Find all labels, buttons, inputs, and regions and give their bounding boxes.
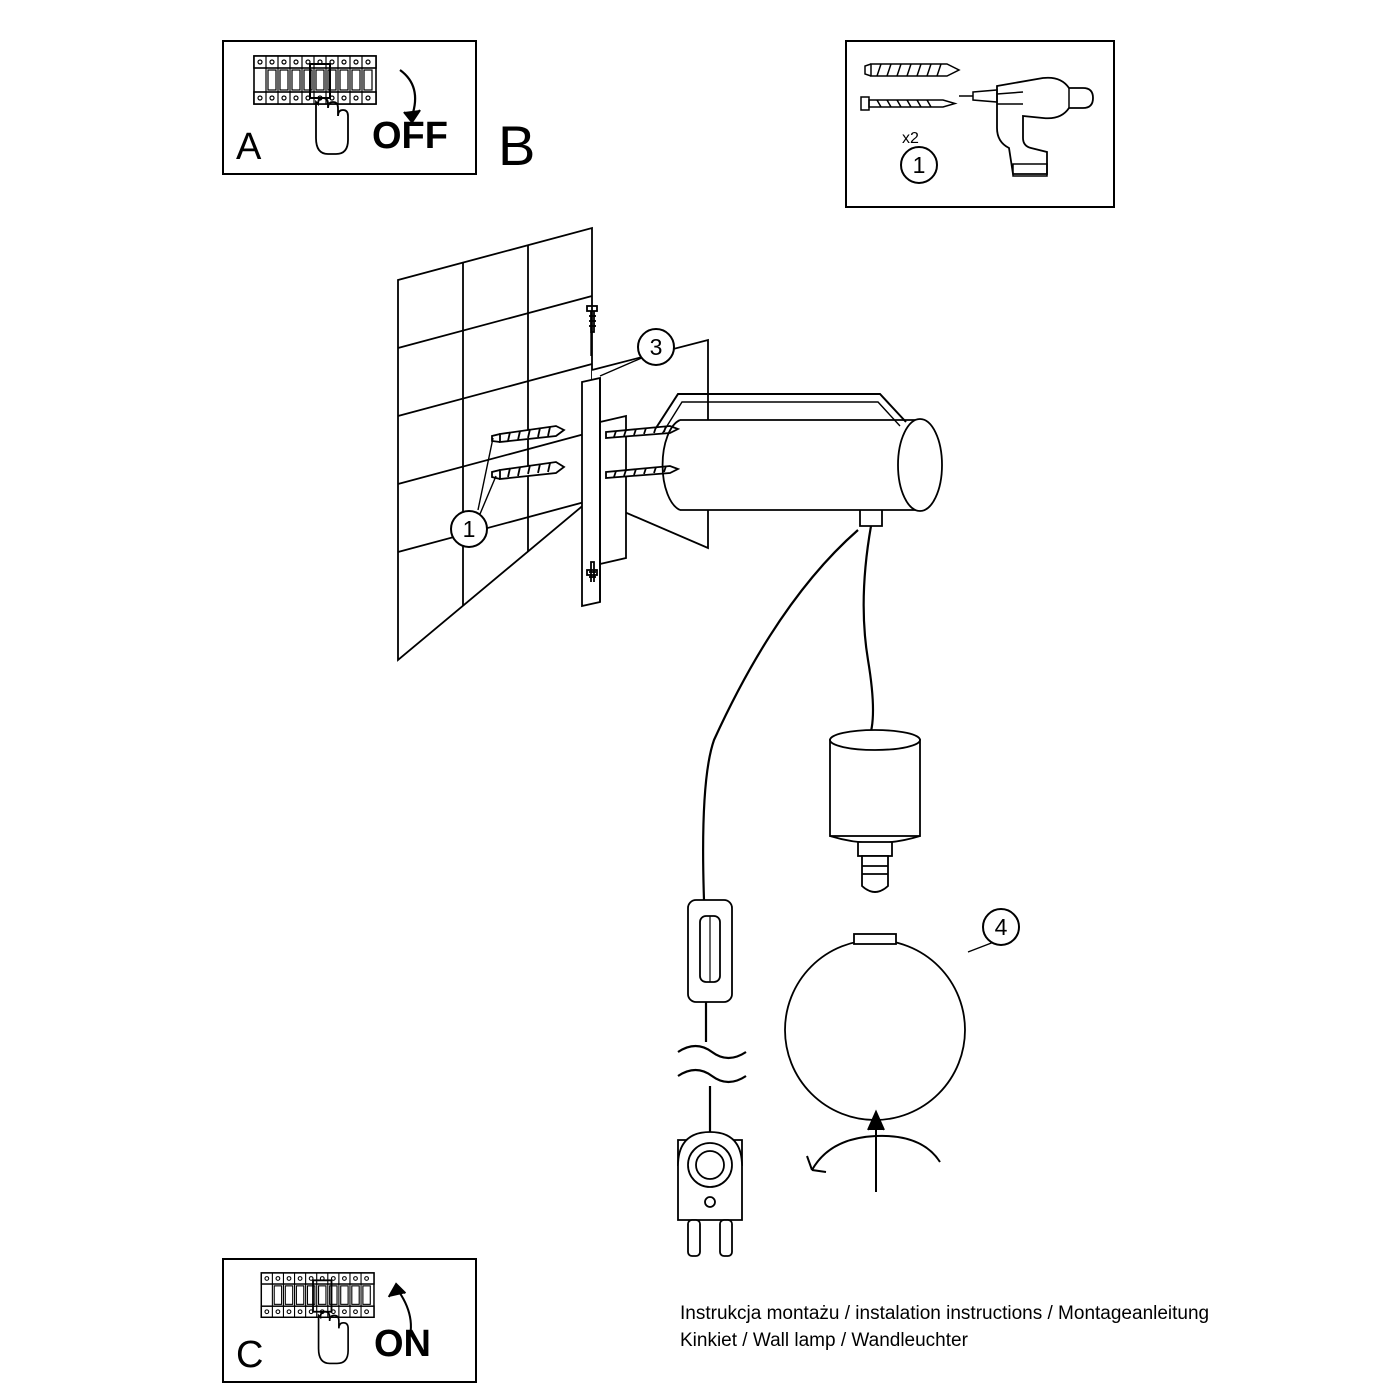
step-b-letter: B: [498, 114, 536, 177]
main-assembly-drawing: [360, 180, 1380, 1390]
power-cable-icon: [864, 526, 873, 740]
callout-1: 1: [450, 510, 488, 548]
callout-4: 4: [982, 908, 1020, 946]
inline-switch-icon: [688, 900, 732, 1002]
euro-plug-icon: [678, 1132, 742, 1256]
step-c-letter: C: [236, 1334, 264, 1376]
step-a-state-off: OFF: [372, 115, 448, 157]
cable-break-squiggle-icon: [678, 1046, 746, 1082]
step-c-state-on: ON: [374, 1323, 431, 1365]
tiled-wall-icon: [398, 228, 592, 660]
power-drill-icon: [959, 78, 1093, 176]
lamp-socket-icon: [830, 730, 920, 892]
globe-bulb-icon: [785, 934, 965, 1120]
screw-icon: [861, 97, 955, 110]
parts-quantity: x2: [902, 130, 919, 147]
footer-subtitle: Kinkiet / Wall lamp / Wandleuchter: [680, 1330, 968, 1351]
step-a-letter: A: [236, 126, 262, 168]
footer-title: Instrukcja montażu / instalation instructions / Montageanleitung: [680, 1303, 1210, 1324]
rotate-to-tighten-icon: [807, 1112, 940, 1192]
wall-plug-icon: [865, 64, 959, 76]
parts-callout-1: 1: [900, 146, 938, 184]
callout-3: 3: [637, 328, 675, 366]
